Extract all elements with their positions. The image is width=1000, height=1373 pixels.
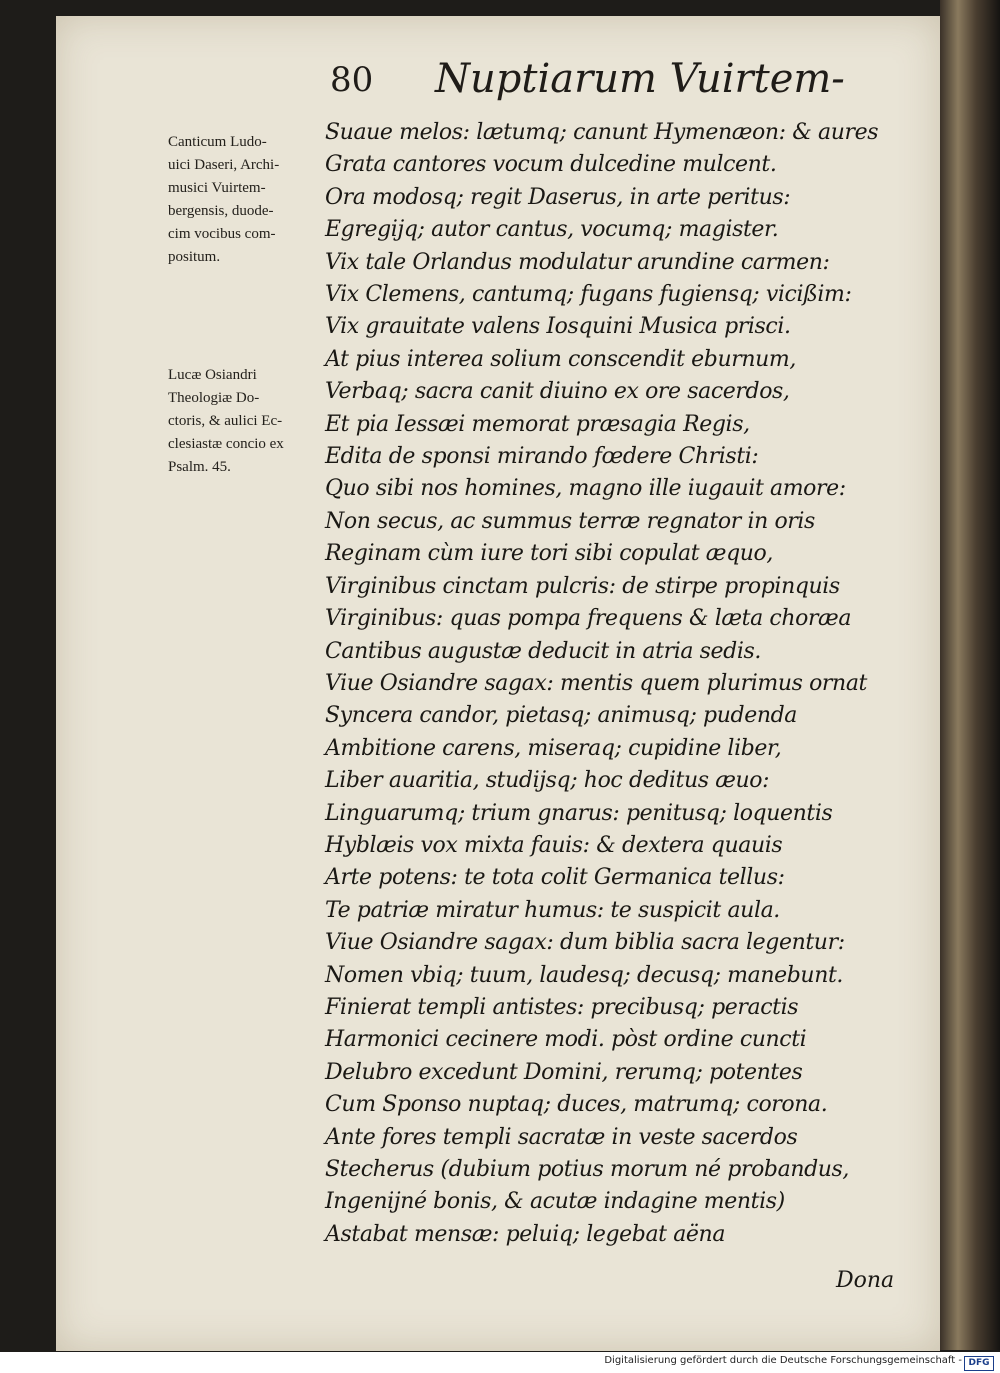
gloss-line: Canticum Ludo-	[168, 134, 267, 150]
verse-line: Reginam cùm iure tori sibi copulat æquo,	[325, 541, 773, 567]
verse-line: At pius interea solium conscendit eburnum,	[325, 346, 796, 372]
gloss-line: Psalm. 45.	[168, 459, 231, 475]
margin-gloss-osiander	[168, 364, 324, 479]
gloss-line: ctoris, & aulici Ec-	[168, 413, 283, 429]
verse-line: Liber auaritia, studijsq; hoc deditus æuo:	[325, 768, 770, 794]
verse-line: Quo sibi nos homines, magno ille iugauit amore:	[325, 476, 846, 502]
gloss-line: positum.	[168, 249, 221, 265]
verse-line: Arte potens: te tota colit Germanica tellus:	[325, 865, 785, 891]
verse-line: Hyblæis vox mixta fauis: & dextera quauis	[325, 832, 783, 858]
dfg-logo-icon: DFG	[964, 1356, 994, 1371]
verse-line: Cantibus augustæ deducit in atria sedis.	[325, 638, 761, 664]
catchword: Dona	[836, 1268, 895, 1293]
verse-line: Ambitione carens, miseraq; cupidine liber,	[325, 735, 782, 761]
verse-line: Harmonici cecinere modi. pòst ordine cuncti	[325, 1027, 807, 1053]
verse-line: Nomen vbiq; tuum, laudesq; decusq; manebunt.	[325, 962, 843, 988]
verse-line: Non secus, ac summus terræ regnator in oris	[325, 508, 815, 534]
verse-line: Vix Clemens, cantumq; fugans fugiensq; vicißim:	[325, 282, 852, 308]
gloss-line: bergensis, duode-	[168, 203, 274, 219]
gloss-line: cim vocibus com-	[168, 226, 276, 242]
verse-line: Suaue melos: lætumq; canunt Hymenæon: & aures	[325, 120, 879, 145]
verse-line: Et pia Iessæi memorat præsagia Regis,	[325, 411, 750, 437]
verse-line: Astabat mensæ: peluiq; legebat aëna	[325, 1221, 726, 1247]
footer-bar	[0, 1352, 1000, 1373]
verse-line: Ora modosq; regit Daserus, in arte peritus:	[325, 184, 791, 210]
verse-text-block	[325, 117, 879, 1251]
verse-line: Vix tale Orlandus modulatur arundine carmen:	[325, 249, 830, 275]
gloss-line: musici Vuirtem-	[168, 180, 266, 196]
verse-line: Virginibus cinctam pulcris: de stirpe propinquis	[325, 573, 840, 599]
verse-line: Syncera candor, pietasq; animusq; pudenda	[325, 703, 797, 729]
verse-line: Virginibus: quas pompa frequens & læta choræa	[325, 606, 852, 632]
verse-line: Te patriæ miratur humus: te suspicit aula.	[325, 897, 780, 923]
verse-line: Cum Sponso nuptaq; duces, matrumq; corona.	[325, 1092, 828, 1118]
gloss-line: Theologiæ Do-	[168, 390, 260, 406]
verse-line: Ante fores templi sacratæ in veste sacerdos	[325, 1124, 798, 1150]
verse-line: Viue Osiandre sagax: dum biblia sacra legentur:	[325, 930, 845, 956]
book-spine-edge	[940, 0, 1000, 1350]
gloss-line: Lucæ Osiandri	[168, 367, 257, 383]
margin-gloss-canticum	[168, 131, 324, 269]
verse-line: Finierat templi antistes: precibusq; peractis	[325, 994, 799, 1020]
page-number: 80	[330, 60, 374, 100]
verse-line: Stecherus (dubium potius morum né probandus,	[325, 1157, 850, 1182]
footer-credit: Digitalisierung gefördert durch die Deutsche Forschungsgemeinschaft -	[604, 1355, 962, 1366]
verse-line: Verbaq; sacra canit diuino ex ore sacerdos,	[325, 379, 790, 405]
verse-line: Linguarumq; trium gnarus: penitusq; loquentis	[325, 800, 833, 826]
gloss-line: uici Daseri, Archi-	[168, 157, 280, 173]
verse-line: Ingenijné bonis, & acutæ indagine mentis)	[325, 1189, 785, 1215]
verse-line: Vix grauitate valens Iosquini Musica prisci.	[325, 314, 791, 340]
verse-line: Grata cantores vocum dulcedine mulcent.	[325, 152, 777, 178]
verse-line: Egregijq; autor cantus, vocumq; magister.	[325, 217, 779, 243]
running-title: Nuptiarum Vuirtem-	[435, 56, 845, 102]
verse-line: Viue Osiandre sagax: mentis quem plurimus ornat	[325, 670, 867, 696]
gloss-line: clesiastæ concio ex	[168, 436, 284, 452]
verse-line: Edita de sponsi mirando fœdere Christi:	[325, 444, 759, 470]
verse-line: Delubro excedunt Domini, rerumq; potentes	[325, 1059, 803, 1085]
